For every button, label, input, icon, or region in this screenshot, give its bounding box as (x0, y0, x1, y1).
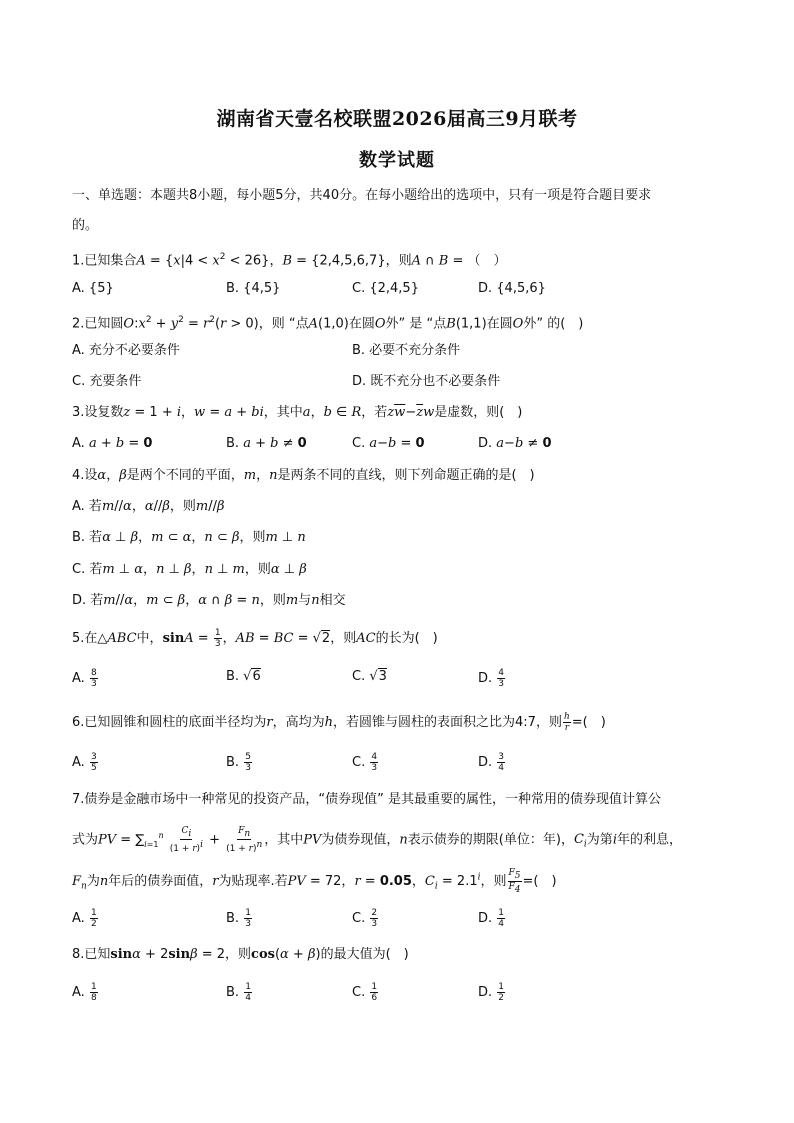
question-7-option-b: B. $\frac{1}{3}$ (226, 908, 251, 929)
question-7-stem-line3: $F_n$为n年后的债券面值，r为贴现率.若PV = 72，r = 0.05，$C_i = 2.1^i$，则 $\frac{F_5}{F_4}$ =( ) (72, 868, 557, 895)
question-7-stem-line2: 式为PV = $\sum_{i=1}^n$ $\frac{C_i}{(1 + r)^i}$ + $\frac{F_n}{(1 + r)^n}$ ，其中PV为债券现值，n表示债券的期限(单位：年)，$C_i$为第i年的利息， (72, 826, 682, 854)
question-2-option-c: C. 充要条件 (72, 374, 142, 389)
question-4-option-c: C. 若m ⊥ α，n ⊥ β，n ⊥ m，则α ⊥ β (72, 562, 307, 577)
question-6-option-c: C. $\frac{4}{3}$ (352, 752, 378, 773)
question-5-stem: 5.在△ABC中，sinA = $\frac{1}{3}$ ，AB = BC = √2，则AC的长为( ) (72, 628, 438, 649)
question-1-stem: 1.已知集合$A = \{x|4 < x^2 < 26\}$，B = {2,4,5,6,7}，则A ∩ B = （ ） (72, 252, 507, 269)
exam-subtitle: 数学试题 (359, 150, 435, 171)
question-4-stem: 4.设α，β是两个不同的平面，m，n是两条不同的直线，则下列命题正确的是( ) (72, 468, 535, 483)
question-2-option-d: D. 既不充分也不必要条件 (352, 374, 501, 389)
question-1-option-a: A. {5} (72, 281, 114, 296)
question-3-stem: 3.设复数z = 1 + i，w = a + bi，其中a，b ∈ R，若$z\overline{w}-\overline{z}w$是虚数，则( ) (72, 405, 523, 420)
section-instructions-line2: 的。 (72, 218, 99, 233)
section-instructions-line1: 一、单选题：本题共8小题，每小题5分，共40分。在每小题给出的选项中，只有一项是符合题目要求 (72, 188, 652, 203)
question-1-option-c: C. {2,4,5} (352, 281, 419, 296)
question-2-option-b: B. 必要不充分条件 (352, 343, 461, 358)
question-7-option-c: C. $\frac{2}{3}$ (352, 908, 378, 929)
question-3-option-b: B. a + b ≠ 0 (226, 436, 307, 451)
question-6-option-d: D. $\frac{3}{4}$ (478, 752, 505, 773)
exam-title: 湖南省天壹名校联盟2026届高三9月联考 (216, 108, 578, 130)
question-1-option-b: B. {4,5} (226, 281, 281, 296)
question-8-option-b: B. $\frac{1}{4}$ (226, 982, 251, 1003)
question-2-stem: 2.已知圆$O:x^2 + y^2 = r^2(r > 0)$，则 “点A(1,0)在圆O外” 是 “点B(1,1)在圆O外” 的( ) (72, 315, 584, 332)
question-5-option-c: C. √3 (352, 669, 387, 684)
question-7-option-a: A. $\frac{1}{2}$ (72, 908, 97, 929)
question-6-stem: 6.已知圆锥和圆柱的底面半径均为r，高均为h，若圆锥与圆柱的表面积之比为4:7，则 $\frac{h}{r}$ =( ) (72, 712, 606, 733)
question-5-option-a: A. $\frac{8}{3}$ (72, 668, 97, 689)
question-3-option-c: C. a−b = 0 (352, 436, 425, 451)
question-5-option-b: B. √6 (226, 669, 261, 684)
question-5-option-d: D. $\frac{4}{3}$ (478, 668, 505, 689)
question-8-stem: 8.已知sinα + 2sinβ = 2，则cos(α + β)的最大值为( ) (72, 947, 409, 962)
question-7-stem-line1: 7.债券是金融市场中一种常见的投资产品，“债券现值” 是其最重要的属性，一种常用的债券现值计算公 (72, 792, 662, 807)
question-7-option-d: D. $\frac{1}{4}$ (478, 908, 505, 929)
question-3-option-d: D. a−b ≠ 0 (478, 436, 552, 451)
question-6-option-b: B. $\frac{5}{3}$ (226, 752, 251, 773)
question-2-option-a: A. 充分不必要条件 (72, 343, 180, 358)
question-6-option-a: A. $\frac{3}{5}$ (72, 752, 97, 773)
question-8-option-a: A. $\frac{1}{8}$ (72, 982, 97, 1003)
question-8-option-c: C. $\frac{1}{6}$ (352, 982, 378, 1003)
question-4-option-d: D. 若m//α，m ⊂ β，α ∩ β = n，则m与n相交 (72, 593, 346, 608)
question-3-option-a: A. a + b = 0 (72, 436, 153, 451)
question-8-option-d: D. $\frac{1}{2}$ (478, 982, 505, 1003)
question-4-option-a: A. 若m//α，α//β，则m//β (72, 499, 225, 514)
question-4-option-b: B. 若α ⊥ β，m ⊂ α，n ⊂ β，则m ⊥ n (72, 530, 306, 545)
question-1-option-d: D. {4,5,6} (478, 281, 546, 296)
